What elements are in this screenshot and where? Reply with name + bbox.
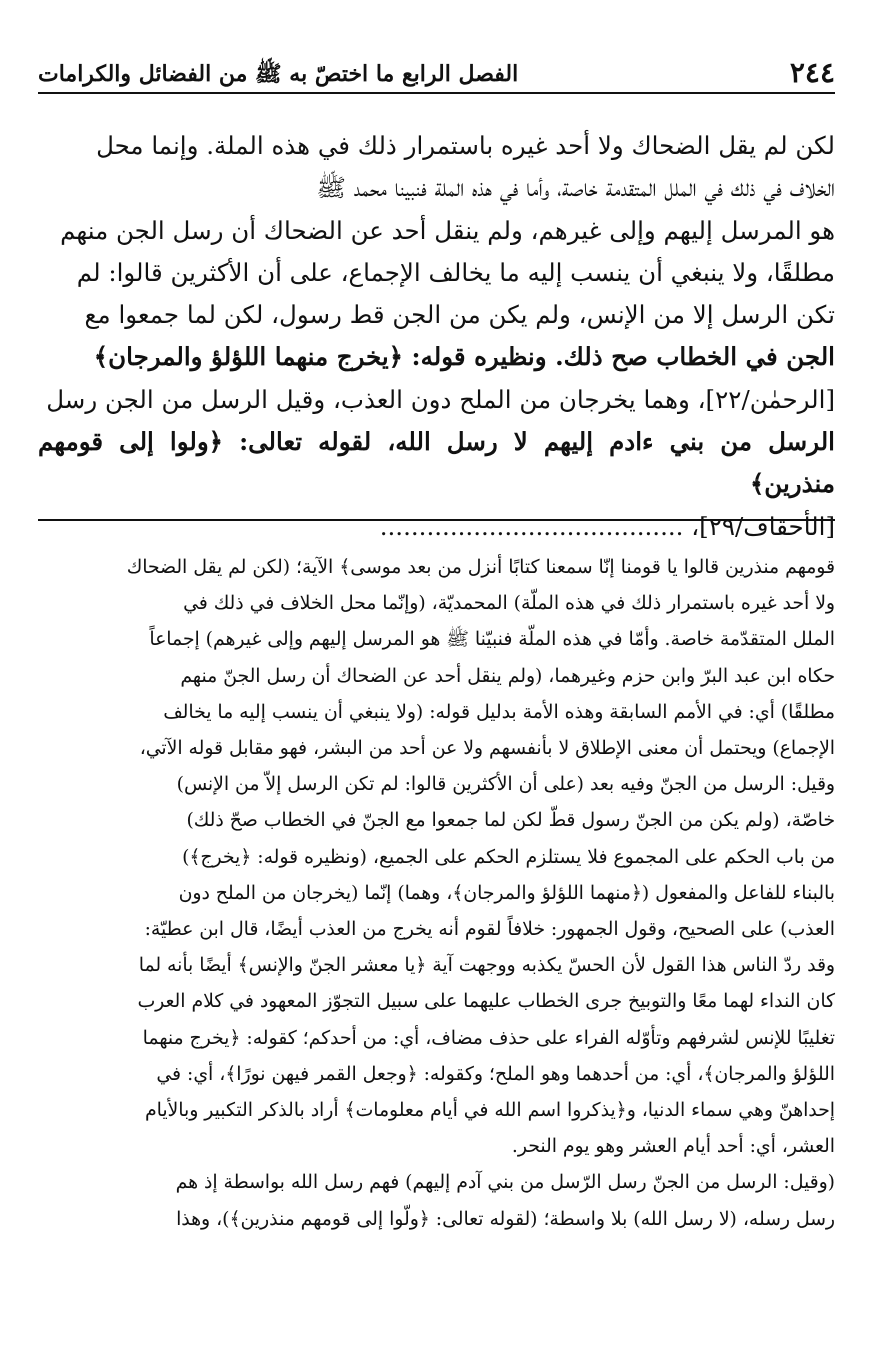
commentary-line: كان النداء لهما معًا والتوبيخ جرى الخطاب عليهما على سبيل التجوّز المعهود في كلام العرب [137,991,835,1013]
commentary-line: من باب الحكم على المجموع فلا يستلزم الحكم على الجميع، (ونظيره قوله: ﴿يخرج﴾) [182,846,835,868]
commentary-line: ولا أحد غيره باستمرار ذلك في هذه الملّة) المحمديّة، (وإنّما محل الخلاف في ذلك في [183,593,835,615]
commentary-line: الملل المتقدّمة خاصة. وأمّا في هذه الملّة فنبيّنا ﷺ هو المرسل إليهم وإلى غيرهم) إجماعاً [149,629,835,651]
footnote-separator [38,519,835,521]
commentary-line: (وقيل: الرسل من الجنّ رسل الرّسل من بني آدم إليهم) فهم رسل الله بواسطة إذ هم [175,1172,835,1194]
page-header [38,52,835,94]
commentary-line: اللؤلؤ والمرجان﴾، أي: من أحدهما وهو الملح؛ وكقوله: ﴿وجعل القمر فيهن نورًا﴾، أي: في [156,1063,835,1085]
commentary-line: بالبناء للفاعل والمفعول (﴿منهما اللؤلؤ والمرجان﴾، وهما) إنّما (يخرجان من الملح دون [178,882,835,904]
main-text-line: هو المرسل إليهم وإلى غيرهم، ولم ينقل أحد عن الضحاك أن رسل الجن منهم [60,215,835,245]
commentary-line: مطلقًا) أي: في الأمم السابقة وهذه الأمة بدليل قوله: (ولا ينبغي أن ينسب إليه ما يخالف [163,701,835,723]
commentary-line: رسل رسله، (لا رسل الله) بلا واسطة؛ (لقوله تعالى: ﴿ولّوا إلى قومهم منذرين﴾)، وهذا [176,1208,835,1230]
commentary-line: تغليبًا للإنس لشرفهم وتأوّله الفراء على حذف مضاف، أي: من أحدكم؛ كقوله: ﴿يخرج منهما [142,1027,835,1049]
main-text [38,125,835,548]
main-text-line: الجن في الخطاب صح ذلك. ونظيره قوله: ﴿يخرج منهما اللؤلؤ والمرجان﴾ [93,342,835,372]
commentary-line: خاصّة، (ولم يكن من الجنّ رسول قطّ لكن لما جمعوا مع الجنّ في الخطاب صحّ ذلك) [186,810,835,832]
commentary-line: وقد ردّ الناس هذا القول لأن الحسّ يكذبه ووجهت آية ﴿يا معشر الجنّ والإنس﴾ أيضًا بأنه لما [138,955,835,977]
commentary-text [38,550,835,1238]
commentary-line: حكاه ابن عبد البرّ وابن حزم وغيرهما، (ولم ينقل أحد عن الضحاك أن رسل الجنّ منهم [180,665,835,687]
main-text-line: تكن الرسل إلا من الإنس، ولم يكن من الجن قط رسول، لكن لما جمعوا مع [84,300,835,330]
main-text-line: لكن لم يقل الضحاك ولا أحد غيره باستمرار ذلك في هذه الملة. وإنما محل [96,131,835,160]
main-text-line: الرسل من بني ءادم إليهم لا رسل الله، لقوله تعالى: ﴿ولوا إلى قومهم منذرين﴾ [38,427,835,499]
main-text-line: مطلقًا، ولا ينبغي أن ينسب إليه ما يخالف الإجماع، على أن الأكثرين قالوا: لم [76,257,835,287]
main-text-line: [الأحقاف/٢٩]، ....................................... [379,511,835,541]
commentary-line: العشر، أي: أحد أيام العشر وهو يوم النحر. [511,1136,835,1158]
commentary-line: العذب) على الصحيح، وقول الجمهور: خلافاً لقوم أنه يخرج من العذب أيضًا، قال ابن عطيّة: [144,919,835,941]
main-text-line: [الرحمٰن/٢٢]، وهما يخرجان من الملح دون العذب، وقيل الرسل من الجن رسل [46,384,835,414]
commentary-line: الإجماع) ويحتمل أن معنى الإطلاق لا بأنفسهم ولا عن أحد من البشر، فهو مقابل قوله الآتي، [139,738,835,760]
main-text-line: الخلاف في ذلك في الملل المتقدمة خاصة، وأما في هذه الملة فنبينا محمد ﷺ [316,173,835,203]
commentary-line: إحداهنّ وهي سماء الدنيا، و﴿يذكروا اسم الله في أيام معلومات﴾ أراد بالذكر التكبير وبالأيام [144,1100,835,1122]
commentary-line: قومهم منذرين قالوا يا قومنا إنّا سمعنا كتابًا أنزل من بعد موسى﴾ الآية؛ (لكن لم يقل الضحاك [126,557,835,578]
page-number: ٢٤٤ [789,56,835,89]
commentary-line: وقيل: الرسل من الجنّ وفيه بعد (على أن الأكثرين قالوا: لم تكن الرسل إلاّ من الإنس) [176,774,835,796]
running-title: الفصل الرابع ما اختصّ به ﷺ من الفضائل والكرامات [38,61,519,87]
